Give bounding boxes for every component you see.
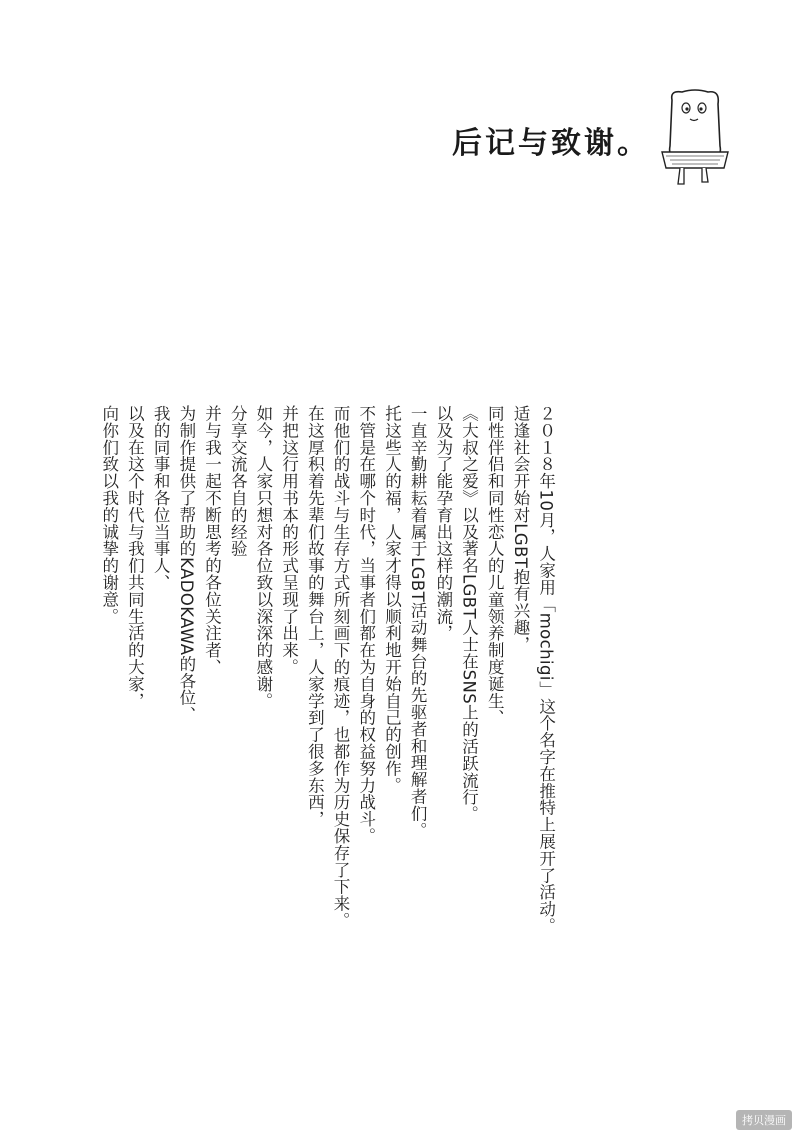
body-line: 而他们的战斗与生存方式所刻画下的痕迹，也都作为历史保存了下来。 (331, 405, 351, 929)
body-line: 不管是在哪个时代，当事者们都在为自身的权益努力战斗。 (356, 405, 376, 845)
body-line: 为制作提供了帮助的KADOKAWA的各位、 (176, 405, 196, 724)
body-line: 我的同事和各位当事人、 (151, 405, 171, 591)
body-line: 适逢社会开始对LGBT抱有兴趣， (510, 405, 530, 653)
body-line: 同性伴侣和同性恋人的儿童领养制度诞生、 (485, 405, 505, 727)
body-line: 并把这行用书本的形式呈现了出来。 (279, 405, 299, 676)
watermark-label: 拷贝漫画 (736, 1110, 792, 1130)
body-line: 以及在这个时代与我们共同生活的大家， (125, 405, 145, 710)
body-line: 分享交流各自的经验 (228, 405, 248, 558)
body-line: ２０１８年10月，人家用「mochigi」这个名字在推特上展开了活动。 (536, 405, 556, 935)
body-line: 在这厚积着先辈们故事的舞台上，人家学到了很多东西， (305, 405, 325, 828)
body-line: 《大叔之爱》以及著名LGBT人士在SNS上的活跃流行。 (459, 405, 479, 823)
body-line: 并与我一起不断思考的各位关注者、 (202, 405, 222, 676)
body-line: 托这些人的福，人家才得以顺利地开始自己的创作。 (382, 405, 402, 794)
afterword-body (96, 405, 559, 965)
body-line: 一直辛勤耕耘着属于LGBT活动舞台的先驱者和理解者们。 (408, 405, 428, 839)
body-line: 以及为了能孕育出这样的潮流， (433, 405, 453, 642)
body-line: 向你们致以我的诚挚的谢意。 (99, 405, 119, 625)
page-title: 后记与致谢。 (452, 126, 650, 161)
mascot-illustration (650, 86, 740, 196)
body-line: 如今，人家只想对各位致以深深的感谢。 (253, 405, 273, 710)
